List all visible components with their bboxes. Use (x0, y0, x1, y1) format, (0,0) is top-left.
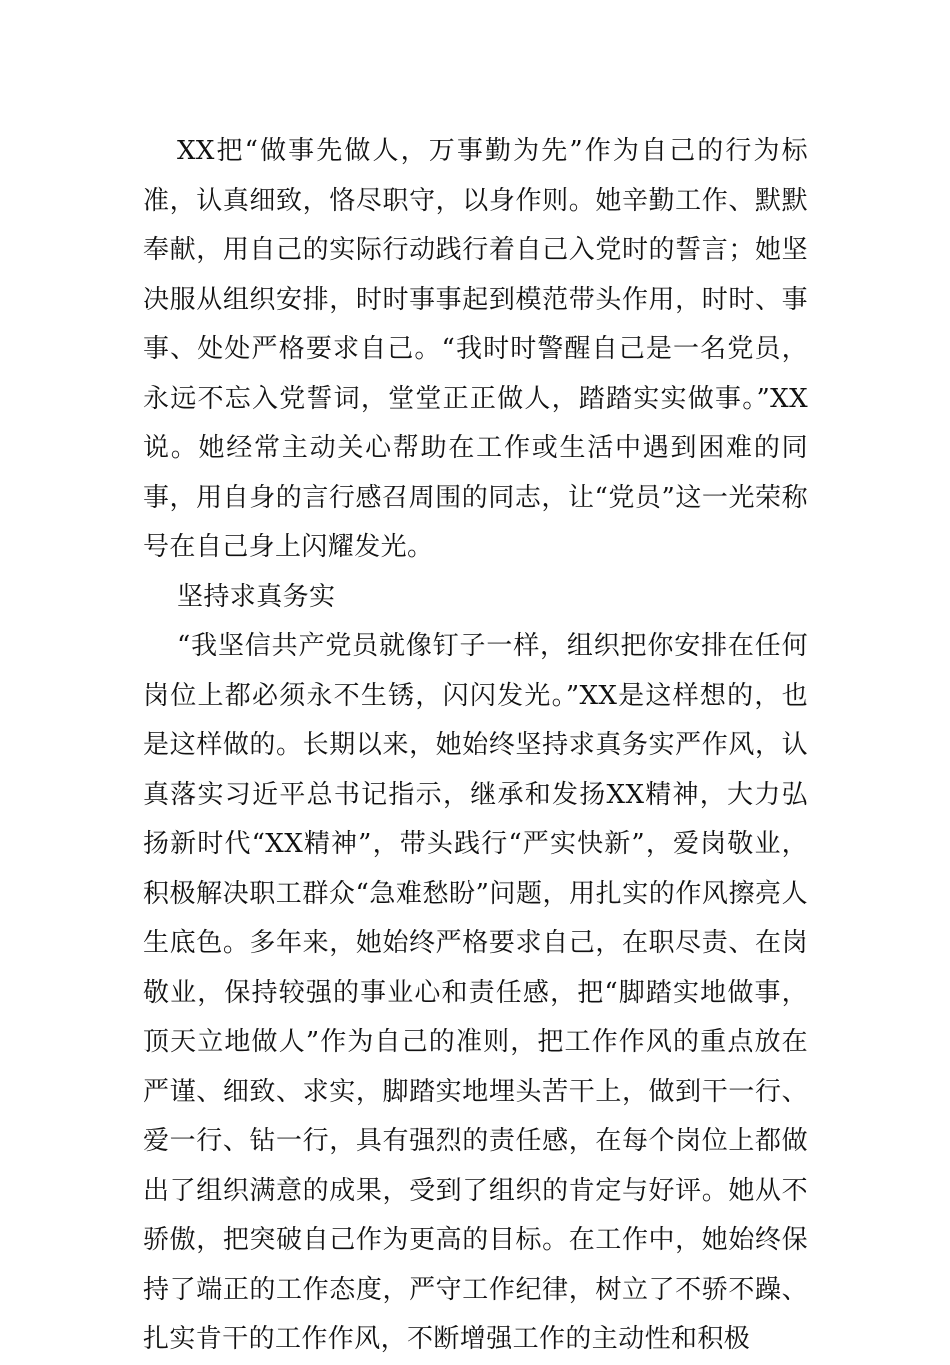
section-heading-seek-truth: 坚持求真务实 (177, 581, 336, 612)
document-body (143, 127, 808, 1365)
paragraph-seek-truth-practical: “我坚信共产党员就像钉子一样，组织把你安排在任何岗位上都必须永不生锈，闪闪发光。”XX是这样想的，也是这样做的。长期以来，她始终坚持求真务实严作风，认真落实习近平总书记指示，继承和发扬XX精神，大力弘扬新时代“XX精神”，带头践行“严实快新”，爱岗敬业，积极解决职工群众“急难愁盼”问题，用扎实的作风擦亮人生底色。多年来，她始终严格要求自己，在职尽责、在岗敬业，保持较强的事业心和责任感，把“脚踏实地做事，顶天立地做人”作为自己的准则，把工作作风的重点放在严谨、细致、求实，脚踏实地埋头苦干上，做到干一行、爱一行、钻一行，具有强烈的责任感，在每个岗位上都做出了组织满意的成果，受到了组织的肯定与好评。她从不骄傲，把突破自己作为更高的目标。在工作中，她始终保持了端正的工作态度，严守工作纪律，树立了不骄不躁、扎实肯干的工作作风，不断增强工作的主动性和积极 (143, 631, 808, 1354)
paragraph-party-member-conduct: XX把“做事先做人，万事勤为先”作为自己的行为标准，认真细致，恪尽职守，以身作则。她辛勤工作、默默奉献，用自己的实际行动践行着自己入党时的誓言；她坚决服从组织安排，时时事事起到模范带头作用，时时、事事、处处严格要求自己。“我时时警醒自己是一名党员，永远不忘入党誓词，堂堂正正做人，踏踏实实做事。”XX说。她经常主动关心帮助在工作或生活中遇到困难的同事，用自身的言行感召周围的同志，让“党员”这一光荣称号在自己身上闪耀发光。 (143, 136, 808, 562)
